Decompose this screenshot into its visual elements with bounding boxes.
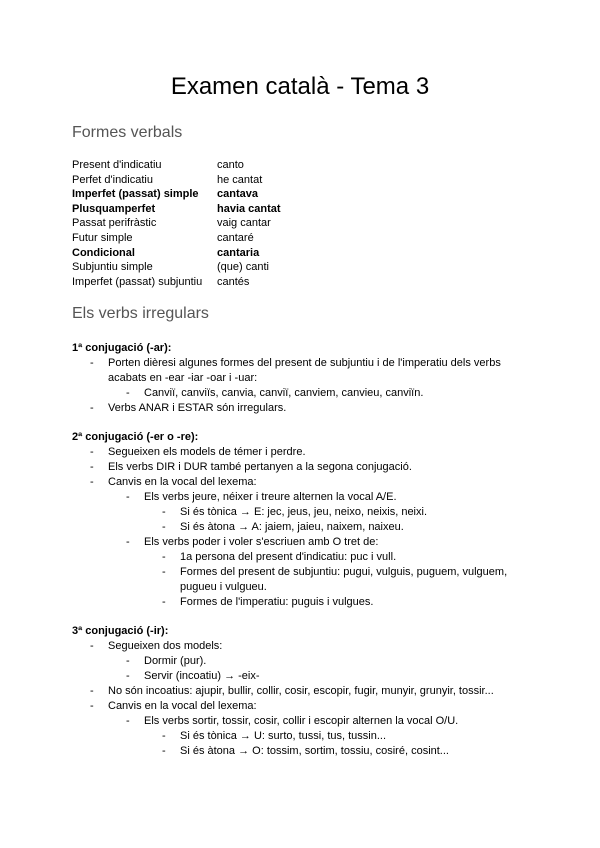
list-text: Verbs ANAR i ESTAR són irregulars. [108, 402, 287, 414]
dash: - [90, 700, 94, 712]
list-text: acabats en -ear -iar -oar i -uar: [108, 372, 258, 384]
tense-name: Plusquamperfet [72, 202, 156, 215]
tense-name: Passat perifràstic [72, 217, 157, 230]
list-text: 1a persona del present d'indicatiu: puc i vull. [180, 551, 397, 563]
list-text: Canviï, canviïs, canvia, canviï, canviem, canvieu, canviïn. [144, 387, 424, 399]
list-text: No són incoatius: ajupir, bullir, collir, cosir, escopir, fugir, munyir, grunyir, tossir... [108, 685, 494, 697]
dash: - [90, 357, 94, 369]
dash: - [126, 387, 130, 399]
dash: - [90, 640, 94, 652]
section-heading-verb-forms: Formes verbals [72, 124, 183, 141]
dash: - [126, 536, 130, 548]
section-heading-irregular-verbs: Els verbs irregulars [72, 305, 209, 322]
list-text: Segueixen els models de témer i perdre. [108, 446, 306, 458]
verb-form: cantaria [217, 246, 260, 259]
dash: - [90, 402, 94, 414]
verb-form: cantaré [217, 231, 254, 244]
tense-name: Perfet d'indicatiu [72, 173, 153, 186]
dash: - [90, 476, 94, 488]
list-text: Porten dièresi algunes formes del present de subjuntiu i de l'imperatiu dels verbs [108, 357, 501, 369]
tense-name: Futur simple [72, 231, 133, 244]
conj3-heading: 3ª conjugació (-ir): [72, 625, 169, 637]
dash: - [162, 521, 166, 533]
list-text: Si és tònica → E: jec, jeus, jeu, neixo, neixis, neixi. [180, 506, 428, 518]
page-title: Examen català - Tema 3 [170, 73, 430, 100]
tense-name: Present d'indicatiu [72, 159, 162, 171]
conj1-heading: 1ª conjugació (-ar): [72, 342, 172, 354]
conj2-heading: 2ª conjugació (-er o -re): [72, 431, 199, 443]
dash: - [90, 446, 94, 458]
list-text: Els verbs sortir, tossir, cosir, collir i escopir alternen la vocal O/U. [144, 715, 459, 727]
dash: - [126, 655, 130, 667]
list-text: Si és àtona → A: jaiem, jaieu, naixem, naixeu. [180, 521, 404, 533]
dash: - [126, 715, 130, 727]
verb-form: he cantat [217, 173, 263, 186]
tense-name: Imperfet (passat) subjuntiu [72, 275, 203, 288]
verb-form: cantés [217, 275, 250, 288]
list-text: Dormir (pur). [144, 655, 207, 667]
verb-form: (que) canti [217, 261, 269, 274]
dash: - [126, 670, 130, 682]
tense-name: Subjuntiu simple [72, 261, 153, 274]
dash: - [162, 551, 166, 563]
dash: - [162, 745, 166, 757]
list-text: Els verbs jeure, néixer i treure alternen la vocal A/E. [144, 491, 397, 503]
dash: - [162, 506, 166, 518]
dash: - [162, 730, 166, 742]
tense-name: Imperfet (passat) simple [72, 188, 199, 201]
list-text: Canvis en la vocal del lexema: [108, 700, 257, 712]
dash: - [162, 566, 166, 578]
dash: - [90, 461, 94, 473]
list-text: Segueixen dos models: [108, 640, 223, 652]
list-text: Canvis en la vocal del lexema: [108, 476, 257, 488]
list-text: Si és tònica → U: surto, tussi, tus, tussin... [180, 730, 387, 742]
verb-form: havia cantat [217, 202, 281, 215]
list-text: Els verbs DIR i DUR també pertanyen a la segona conjugació. [108, 461, 412, 473]
list-text: Servir (incoatiu) → -eix- [144, 670, 260, 682]
verb-form: canto [217, 159, 244, 171]
list-text: Si és àtona → O: tossim, sortim, tossiu, cosiré, cosint... [180, 745, 449, 757]
verb-form: vaig cantar [217, 217, 271, 230]
verb-form: cantava [217, 188, 258, 201]
dash: - [162, 596, 166, 608]
list-text: Formes del present de subjuntiu: pugui, vulguis, puguem, vulguem, [180, 566, 508, 578]
tense-name: Condicional [72, 246, 135, 259]
list-text: Formes de l'imperatiu: puguis i vulgues. [180, 596, 374, 608]
list-text: pugueu i vulgueu. [180, 581, 267, 593]
dash: - [90, 685, 94, 697]
dash: - [126, 491, 130, 503]
list-text: Els verbs poder i voler s'escriuen amb O tret de: [144, 536, 379, 548]
